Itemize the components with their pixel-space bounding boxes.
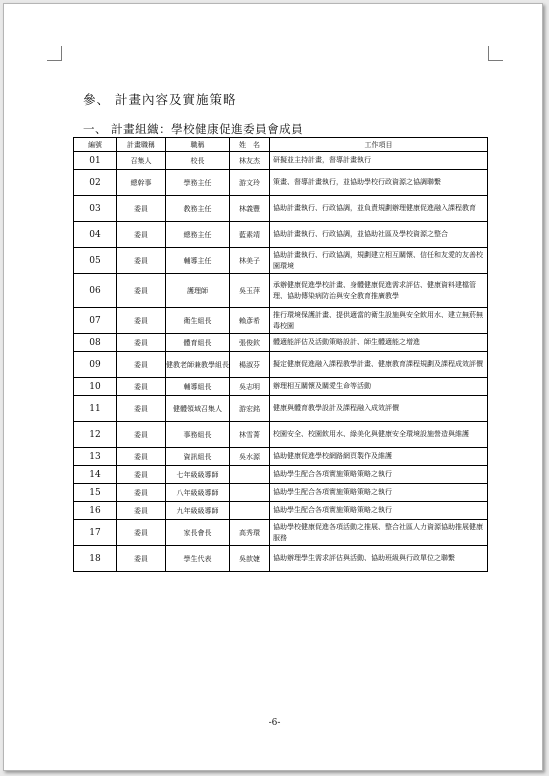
cell-title: 體育組長 — [166, 334, 230, 352]
cell-task: 協助學生配合各項實施策略策略之執行 — [270, 502, 488, 520]
cell-role: 委員 — [117, 422, 166, 448]
cell-task: 推行環境保護計畫、提供適當的衛生設施與安全飲用水、建立無菸無毒校園 — [270, 308, 488, 334]
cell-name: 賴彥希 — [230, 308, 270, 334]
table-row — [74, 248, 488, 274]
cell-task: 協助學校健康促進各項活動之推展、整合社區人力資源協助推展健康服務 — [270, 520, 488, 546]
table-header-row — [74, 138, 488, 152]
cell-task: 協助健康促進學校網路網頁製作及維護 — [270, 448, 488, 466]
cell-role: 委員 — [117, 484, 166, 502]
cell-title: 學生代表 — [166, 546, 230, 572]
cell-name: 楊淑芬 — [230, 352, 270, 378]
cell-role: 委員 — [117, 274, 166, 308]
cell-title: 教務主任 — [166, 196, 230, 222]
cell-task: 協助學生配合各項實施策略策略之執行 — [270, 466, 488, 484]
header-role: 計畫職稱 — [117, 138, 166, 152]
cell-name: 吳玉萍 — [230, 274, 270, 308]
cell-no: 05 — [74, 248, 117, 274]
cell-no: 18 — [74, 546, 117, 572]
cell-task: 擬定健康促進融入課程教學計畫、健康教育課程規劃及課程成效評價 — [270, 352, 488, 378]
cell-role: 總幹事 — [117, 170, 166, 196]
cell-role: 委員 — [117, 466, 166, 484]
cell-name: 游文玲 — [230, 170, 270, 196]
cell-name — [230, 466, 270, 484]
cell-name: 林義豐 — [230, 196, 270, 222]
cell-role: 委員 — [117, 448, 166, 466]
cell-name: 林雪菁 — [230, 422, 270, 448]
cell-title: 輔導主任 — [166, 248, 230, 274]
cell-no: 09 — [74, 352, 117, 378]
cell-task: 協助學生配合各項實施策略策略之執行 — [270, 484, 488, 502]
cell-no: 12 — [74, 422, 117, 448]
cell-no: 11 — [74, 396, 117, 422]
cell-name: 吳歆婕 — [230, 546, 270, 572]
cell-task: 辦理相互關懷及關愛生命等活動 — [270, 378, 488, 396]
section-title: 參、 計畫內容及實施策略 — [83, 92, 237, 107]
cell-no: 08 — [74, 334, 117, 352]
cell-title: 健體領域召集人 — [166, 396, 230, 422]
table-row — [74, 308, 488, 334]
table-row — [74, 448, 488, 466]
cell-task: 體適能評估及活動策略設計、師生體適能之增進 — [270, 334, 488, 352]
cell-role: 召集人 — [117, 152, 166, 170]
cell-name: 張俊欽 — [230, 334, 270, 352]
cell-name — [230, 502, 270, 520]
cell-title: 家長會長 — [166, 520, 230, 546]
header-task: 工作項目 — [270, 138, 488, 152]
cell-title: 衛生組長 — [166, 308, 230, 334]
sub-title: 一、 計畫組織：學校健康促進委員會成員 — [83, 122, 304, 136]
table-row — [74, 170, 488, 196]
cell-role: 委員 — [117, 248, 166, 274]
table-row — [74, 422, 488, 448]
cell-name: 高秀環 — [230, 520, 270, 546]
cell-no: 15 — [74, 484, 117, 502]
cell-no: 07 — [74, 308, 117, 334]
table-row — [74, 520, 488, 546]
table-row — [74, 396, 488, 422]
cell-role: 委員 — [117, 308, 166, 334]
cell-name: 林友杰 — [230, 152, 270, 170]
cell-task: 協助計畫執行、行政協調，並負責規劃辦理健康促進融入課程教育 — [270, 196, 488, 222]
cell-no: 01 — [74, 152, 117, 170]
cell-title: 總務主任 — [166, 222, 230, 248]
page-number: -6- — [268, 718, 281, 728]
header-name: 姓 名 — [230, 138, 270, 152]
table-row — [74, 502, 488, 520]
cell-no: 03 — [74, 196, 117, 222]
cell-no: 02 — [74, 170, 117, 196]
committee-table — [73, 137, 488, 572]
table-row — [74, 274, 488, 308]
cell-role: 委員 — [117, 222, 166, 248]
table-row — [74, 484, 488, 502]
cell-role: 委員 — [117, 378, 166, 396]
cell-title: 事務組長 — [166, 422, 230, 448]
table-row — [74, 334, 488, 352]
table-row — [74, 152, 488, 170]
crop-mark-top-right — [488, 46, 503, 61]
cell-name: 林美子 — [230, 248, 270, 274]
cell-task: 協助計畫執行、行政協調，並協助社區及學校資源之整合 — [270, 222, 488, 248]
table-row — [74, 352, 488, 378]
cell-task: 健康與體育教學設計及課程融入成效評價 — [270, 396, 488, 422]
cell-task: 承辦健康促進學校計畫、身體健康促進需求評估、健康資料建檔管理、協助傳染病防治與安全教育推廣教學 — [270, 274, 488, 308]
table-row — [74, 546, 488, 572]
cell-title: 輔導組長 — [166, 378, 230, 396]
cell-no: 13 — [74, 448, 117, 466]
cell-no: 04 — [74, 222, 117, 248]
cell-role: 委員 — [117, 520, 166, 546]
cell-name: 藍素靖 — [230, 222, 270, 248]
cell-role: 委員 — [117, 334, 166, 352]
cell-role: 委員 — [117, 546, 166, 572]
table-row — [74, 466, 488, 484]
table-row — [74, 196, 488, 222]
header-no: 編號 — [74, 138, 117, 152]
cell-title: 護理師 — [166, 274, 230, 308]
header-title: 職稱 — [166, 138, 230, 152]
cell-role: 委員 — [117, 196, 166, 222]
cell-task: 協助計畫執行、行政協調，規劃建立相互關懷、信任和友愛的友善校園環境 — [270, 248, 488, 274]
cell-title: 校長 — [166, 152, 230, 170]
cell-task: 協助辦理學生需求評估與活動、協助班級與行政單位之聯繫 — [270, 546, 488, 572]
cell-name: 游宏銘 — [230, 396, 270, 422]
cell-title: 資訊組長 — [166, 448, 230, 466]
cell-no: 14 — [74, 466, 117, 484]
cell-name: 吳水源 — [230, 448, 270, 466]
cell-title: 健教老師兼教學組長 — [166, 352, 230, 378]
cell-no: 16 — [74, 502, 117, 520]
cell-no: 17 — [74, 520, 117, 546]
cell-role: 委員 — [117, 396, 166, 422]
cell-name: 吳志明 — [230, 378, 270, 396]
cell-title: 九年級級導師 — [166, 502, 230, 520]
cell-title: 八年級級導師 — [166, 484, 230, 502]
cell-no: 06 — [74, 274, 117, 308]
cell-role: 委員 — [117, 502, 166, 520]
crop-mark-top-left — [47, 46, 62, 61]
cell-task: 策畫、督導計畫執行，並協助學校行政資源之協調聯繫 — [270, 170, 488, 196]
cell-role: 委員 — [117, 352, 166, 378]
cell-task: 研擬並主持計畫，督導計畫執行 — [270, 152, 488, 170]
cell-name — [230, 484, 270, 502]
cell-no: 10 — [74, 378, 117, 396]
cell-title: 七年級級導師 — [166, 466, 230, 484]
table-row — [74, 378, 488, 396]
cell-task: 校園安全、校園飲用水、綠美化與健康安全環境設施營造與維護 — [270, 422, 488, 448]
table-row — [74, 222, 488, 248]
cell-title: 學務主任 — [166, 170, 230, 196]
